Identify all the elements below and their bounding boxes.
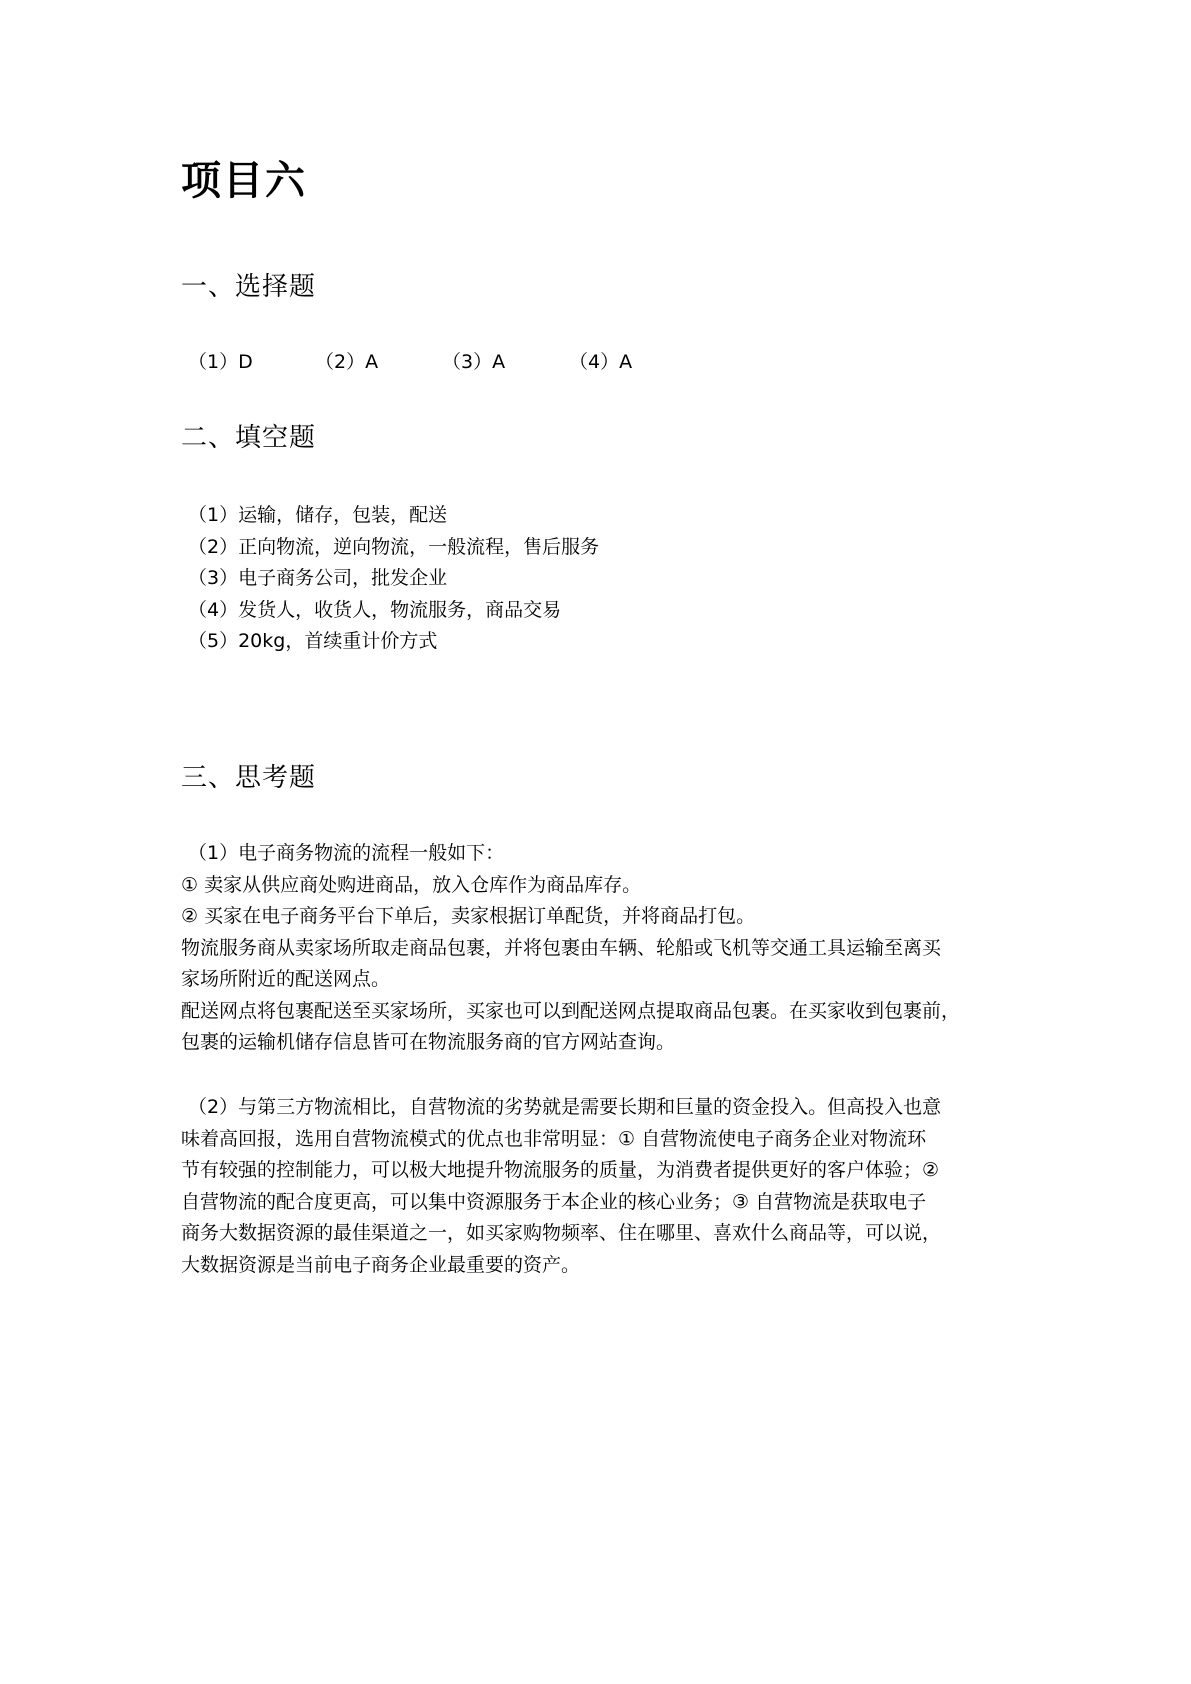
q1-line-5: 家场所附近的配送网点。: [181, 968, 391, 990]
fill-item-4: （4）发货人，收货人，物流服务，商品交易: [188, 598, 562, 621]
q1-line-2: ① 卖家从供应商处购进商品，放入仓库作为商品库存。: [181, 873, 642, 896]
q2-line-6: 大数据资源是当前电子商务企业最重要的资产。: [181, 1253, 581, 1276]
fill-item-1: （1）运输，储存，包装，配送: [188, 504, 448, 526]
q1-line-7: 包裹的运输机储存信息皆可在物流服务商的官方网站查询。: [181, 1031, 676, 1053]
page-title: 项目六: [181, 158, 307, 204]
q1-line-6: 配送网点将包裹配送至买家场所，买家也可以到配送网点提取商品包裹。在买家收到包裹前，: [181, 999, 961, 1022]
q1-line-3: ② 买家在电子商务平台下单后，卖家根据订单配货，并将商品打包。: [181, 905, 756, 927]
fill-item-3: （3）电子商务公司，批发企业: [188, 567, 448, 589]
q1-line-1: （1）电子商务物流的流程一般如下：: [188, 842, 505, 864]
choice-answer-4: （4）A: [569, 351, 633, 373]
section-heading-fill: 二、填空题: [181, 423, 317, 453]
fill-item-2: （2）正向物流，逆向物流，一般流程，售后服务: [188, 535, 600, 558]
thinking-answer-1: [181, 838, 1021, 1059]
fill-list: [188, 500, 599, 658]
section-heading-choice: 一、选择题: [181, 272, 317, 302]
q2-line-2: 味着高回报，选用自营物流模式的优点也非常明显：① 自营物流使电子商务企业对物流环: [181, 1127, 927, 1150]
section-heading-thinking: 三、思考题: [181, 763, 317, 793]
q2-line-1: （2）与第三方物流相比，自营物流的劣势就是需要长期和巨量的资金投入。但高投入也意: [188, 1096, 942, 1118]
thinking-answer-2: [181, 1092, 1021, 1281]
q2-line-4: 自营物流的配合度更高，可以集中资源服务于本企业的核心业务；③ 自营物流是获取电子: [181, 1190, 927, 1213]
choice-answer-2: （2）A: [315, 351, 379, 373]
q1-line-4: 物流服务商从卖家场所取走商品包裹，并将包裹由车辆、轮船或飞机等交通工具运输至离买: [181, 936, 942, 959]
q2-line-5: 商务大数据资源的最佳渠道之一，如买家购物频率、住在哪里、喜欢什么商品等，可以说，: [181, 1222, 942, 1244]
q2-line-3: 节有较强的控制能力，可以极大地提升物流服务的质量，为消费者提供更好的客户体验；②: [181, 1159, 940, 1181]
fill-item-5: （5）20kg，首续重计价方式: [188, 630, 438, 652]
choice-answer-1: （1）D: [188, 351, 253, 373]
choice-answer-3: （3）A: [442, 351, 506, 373]
